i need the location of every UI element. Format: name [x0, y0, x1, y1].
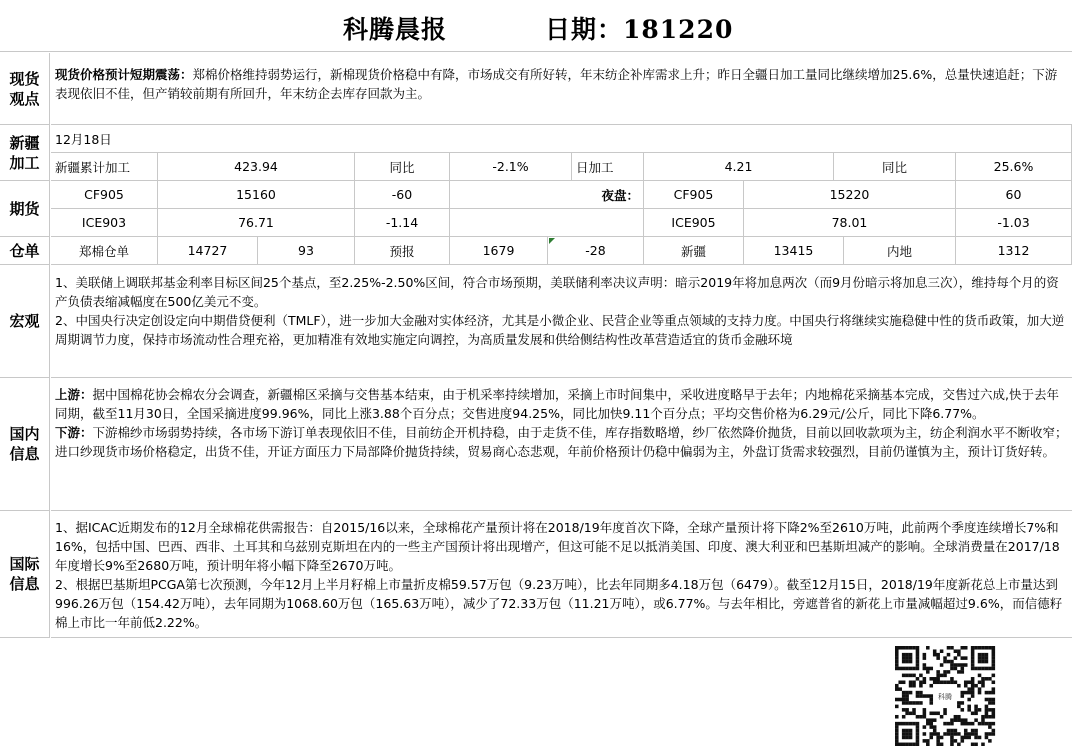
- xj-cell-5: 4.21: [644, 153, 834, 181]
- spot-body: 郑棉价格维持弱势运行，新棉现货价格稳中有降，市场成交有所好转，年末纺企补库需求上升；昨日全疆日加工量同比继续增加25.6%，总量快速追赶；下游表现依旧不佳，但产销较前期有所回升，年末纺企去库存回款为主。: [55, 67, 1058, 101]
- fut-r2-2: -1.14: [355, 209, 450, 237]
- fut-r2-4: ICE905: [644, 209, 744, 237]
- fut-r1-1: 15160: [158, 181, 355, 209]
- intl-paragraph-1: 1、据ICAC近期发布的12月全球棉花供需报告：自2015/16以来，全球棉花产量预计将在2018/19年度首次下降，全球产量预计将下降2%至2610万吨，此前两个季度连续增长7%和16%，包括中国、巴西、西非、土耳其和乌兹别克斯坦在内的一些主产国预计将出现增产，但这可能不足以抵消美国、印度、澳大利亚和巴基斯坦减产的影响。全球消费量在2017/18年度增长9%至2680万吨，预计明年将小幅下降至2670万吨。: [55, 520, 1060, 573]
- fut-r2-3: [450, 209, 644, 237]
- fut-r1-6: 60: [956, 181, 1072, 209]
- spot-label: 现货观点: [0, 53, 50, 125]
- xj-cell-2: 同比: [355, 153, 450, 181]
- fut-r1-2: -60: [355, 181, 450, 209]
- macro-text: [51, 265, 1072, 378]
- spot-text: [51, 53, 1072, 125]
- fut-r2-6: -1.03: [956, 209, 1072, 237]
- xj-cell-4: 日加工: [572, 153, 644, 181]
- downstream-body: 下游棉纱市场弱势持续，各市场下游订单表现依旧不佳，目前纺企开机持稳，由于走货不佳，库存指数略增，纱厂依然降价抛货，目前以回收款项为主，纺企利润水平不断收窄；进口纱现货市场价格稳定，出货不佳，开证方面压力下局部降价抛货持续，贸易商心态悲观，年前价格预计仍稳中偏弱为主，外盘订货需求较强烈，目前仍谨慎为主，预计订货好转。: [55, 425, 1068, 459]
- fut-r2-0: ICE903: [51, 209, 158, 237]
- domestic-downstream: [55, 423, 1068, 461]
- wh-cell-1: 14727: [158, 237, 258, 265]
- fut-r1-0: CF905: [51, 181, 158, 209]
- downstream-lead: 下游：: [55, 425, 93, 440]
- report-title: 科腾晨报: [343, 15, 448, 44]
- xj-cell-7: 25.6%: [956, 153, 1072, 181]
- report-header: [0, 0, 1072, 52]
- comment-marker-icon: [549, 238, 555, 244]
- domestic-upstream: [55, 385, 1068, 423]
- xinjiang-date: 12月18日: [51, 125, 1072, 153]
- fut-r1-5: 15220: [744, 181, 956, 209]
- domestic-label: 国内信息: [0, 378, 50, 511]
- macro-label: 宏观: [0, 265, 50, 378]
- xj-cell-1: 423.94: [158, 153, 355, 181]
- international-text: [51, 511, 1072, 638]
- wh-cell-2: 93: [258, 237, 355, 265]
- xinjiang-label: 新疆加工: [0, 125, 50, 181]
- qr-center-logo: 科腾: [938, 693, 952, 701]
- fut-r1-4: CF905: [644, 181, 744, 209]
- warehouse-label: 仓单: [0, 237, 50, 265]
- report-date: 日期：181220: [545, 15, 734, 44]
- upstream-body: 据中国棉花协会棉农分会调查，新疆棉区采摘与交售基本结束，由于机采率持续增加，采摘上市时间集中，采收进度略早于去年；内地棉花采摘基本完成，交售过六成,快于去年同期，截至11月30日，全国采摘进度99.96%，同比上涨3.88个百分点；交售进度94.25%，同比加快9.11个百分点；平均交售价格为6.29元/公斤，同比下降6.77%。: [55, 387, 1059, 421]
- domestic-text: [51, 378, 1072, 511]
- spot-lead: 现货价格预计短期震荡：: [55, 67, 193, 82]
- macro-paragraph-1: 1、美联储上调联邦基金利率目标区间25个基点，至2.25%-2.50%区间，符合市场预期，美联储利率决议声明：暗示2019年将加息两次（而9月份暗示将加息三次），维持每个月的资产负债表缩减幅度在500亿美元不变。: [55, 275, 1059, 309]
- futures-label: 期货: [0, 181, 50, 237]
- upstream-lead: 上游：: [55, 387, 93, 402]
- wh-cell-7: 13415: [744, 237, 844, 265]
- fut-r2-1: 76.71: [158, 209, 355, 237]
- macro-paragraph-2: 2、中国央行决定创设定向中期借贷便利（TMLF），进一步加大金融对实体经济，尤其是小微企业、民营企业等重点领域的支持力度。中国央行将继续实施稳健中性的货币政策，加大逆周期调节力度，保持市场流动性合理充裕，更加精准有效地实施定向调控，为高质量发展和供给侧结构性改革营造适宜的货币金融环境: [55, 313, 1065, 347]
- fut-r2-5: 78.01: [744, 209, 956, 237]
- international-label: 国际信息: [0, 511, 50, 638]
- xj-cell-0: 新疆累计加工: [51, 153, 158, 181]
- wh-cell-0: 郑棉仓单: [51, 237, 158, 265]
- wh-cell-6: 新疆: [644, 237, 744, 265]
- xj-cell-3: -2.1%: [450, 153, 572, 181]
- wh-cell-8: 内地: [844, 237, 956, 265]
- intl-paragraph-2: 2、根据巴基斯坦PCGA第七次预测，今年12月上半月籽棉上市量折皮棉59.57万包（9.23万吨），比去年同期多4.18万包（6479）。截至12月15日，2018/19年度新花总上市量达到996.26万包（154.42万吨），去年同期为1068.60万包（165.63万吨），减少了72.33万包（11.21万吨），或6.77%。与去年相比，旁遮普省的新花上市量减幅超过9.6%，而信德籽棉上市比一年前低2.22%。: [55, 577, 1063, 630]
- xj-cell-6: 同比: [834, 153, 956, 181]
- wh-cell-3: 预报: [355, 237, 450, 265]
- qr-code-icon: [890, 646, 1000, 746]
- wh-cell-9: 1312: [956, 237, 1072, 265]
- fut-r1-3: 夜盘：: [450, 181, 644, 209]
- wh-cell-5: -28: [548, 237, 644, 265]
- wh-cell-4: 1679: [450, 237, 548, 265]
